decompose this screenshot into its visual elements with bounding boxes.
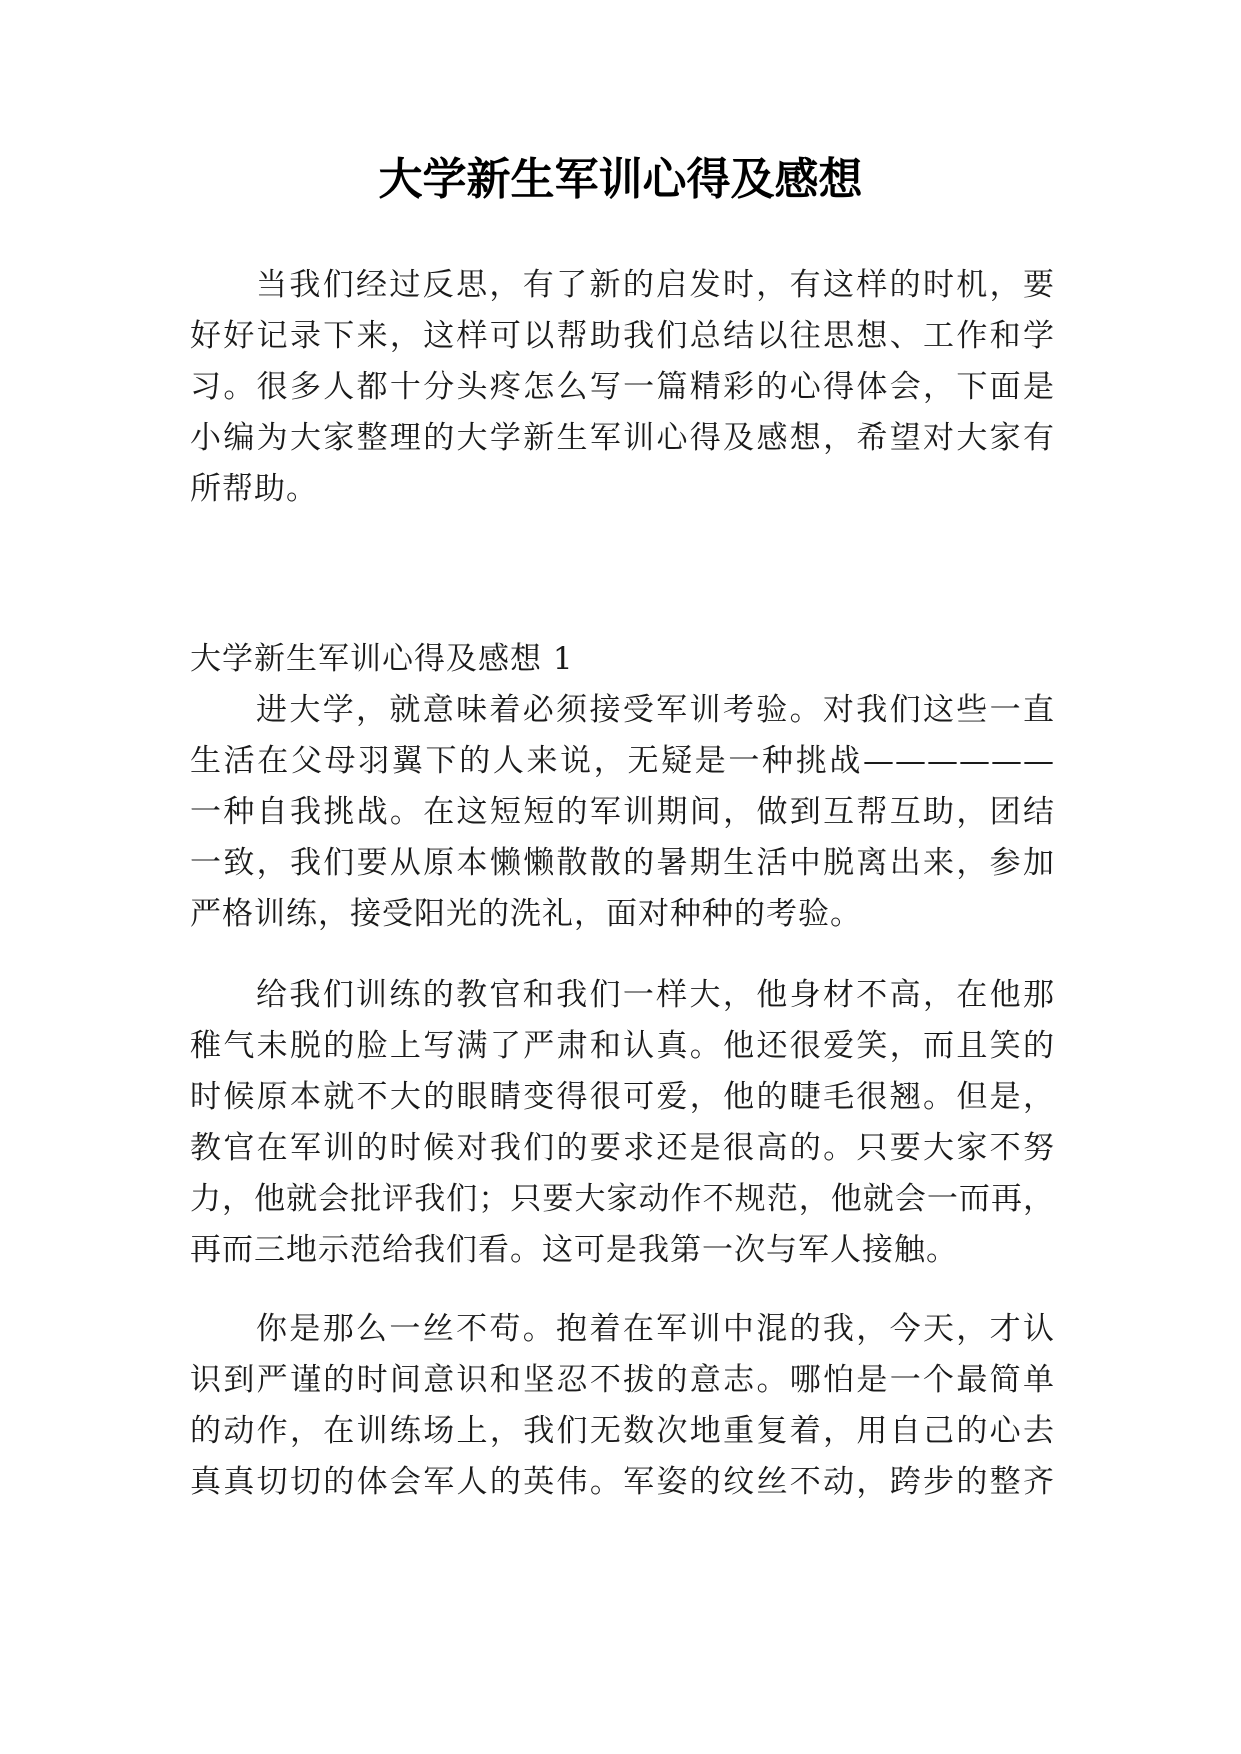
document-title: 大学新生军训心得及感想 [378,154,863,205]
paragraph-line: 的动作，在训练场上，我们无数次地重复着，用自己的心去 [190,1413,1055,1449]
paragraph-line: 教官在军训的时候对我们的要求还是很高的。只要大家不努 [190,1130,1055,1166]
paragraph-line: 稚气未脱的脸上写满了严肃和认真。他还很爱笑，而且笑的 [190,1028,1055,1064]
intro-line: 所帮助。 [190,471,318,507]
paragraph-line: 你是那么一丝不苟。抱着在军训中混的我，今天，才认 [256,1311,1055,1347]
paragraph-line: 真真切切的体会军人的英伟。军姿的纹丝不动，跨步的整齐 [190,1464,1055,1500]
intro-line: 好好记录下来，这样可以帮助我们总结以往思想、工作和学 [190,318,1055,354]
paragraph-line: 生活在父母羽翼下的人来说，无疑是一种挑战—————— [190,743,1055,779]
intro-line: 当我们经过反思，有了新的启发时，有这样的时机，要 [256,267,1055,303]
paragraph-line: 一种自我挑战。在这短短的军训期间，做到互帮互助，团结 [190,794,1055,830]
intro-line: 小编为大家整理的大学新生军训心得及感想，希望对大家有 [190,420,1055,456]
section-heading: 大学新生军训心得及感想 1 [190,641,574,677]
paragraph-line: 进大学，就意味着必须接受军训考验。对我们这些一直 [256,692,1055,728]
paragraph-line: 严格训练，接受阳光的洗礼，面对种种的考验。 [190,896,862,932]
paragraph-line: 识到严谨的时间意识和坚忍不拔的意志。哪怕是一个最简单 [190,1362,1055,1398]
paragraph-line: 时候原本就不大的眼睛变得很可爱，他的睫毛很翘。但是， [190,1079,1055,1115]
paragraph-line: 一致，我们要从原本懒懒散散的暑期生活中脱离出来，参加 [190,845,1055,881]
paragraph-line: 再而三地示范给我们看。这可是我第一次与军人接触。 [190,1232,958,1268]
intro-line: 习。很多人都十分头疼怎么写一篇精彩的心得体会，下面是 [190,369,1055,405]
paragraph-line: 给我们训练的教官和我们一样大，他身材不高，在他那 [256,977,1055,1013]
paragraph-line: 力，他就会批评我们；只要大家动作不规范，他就会一而再， [190,1181,1055,1217]
